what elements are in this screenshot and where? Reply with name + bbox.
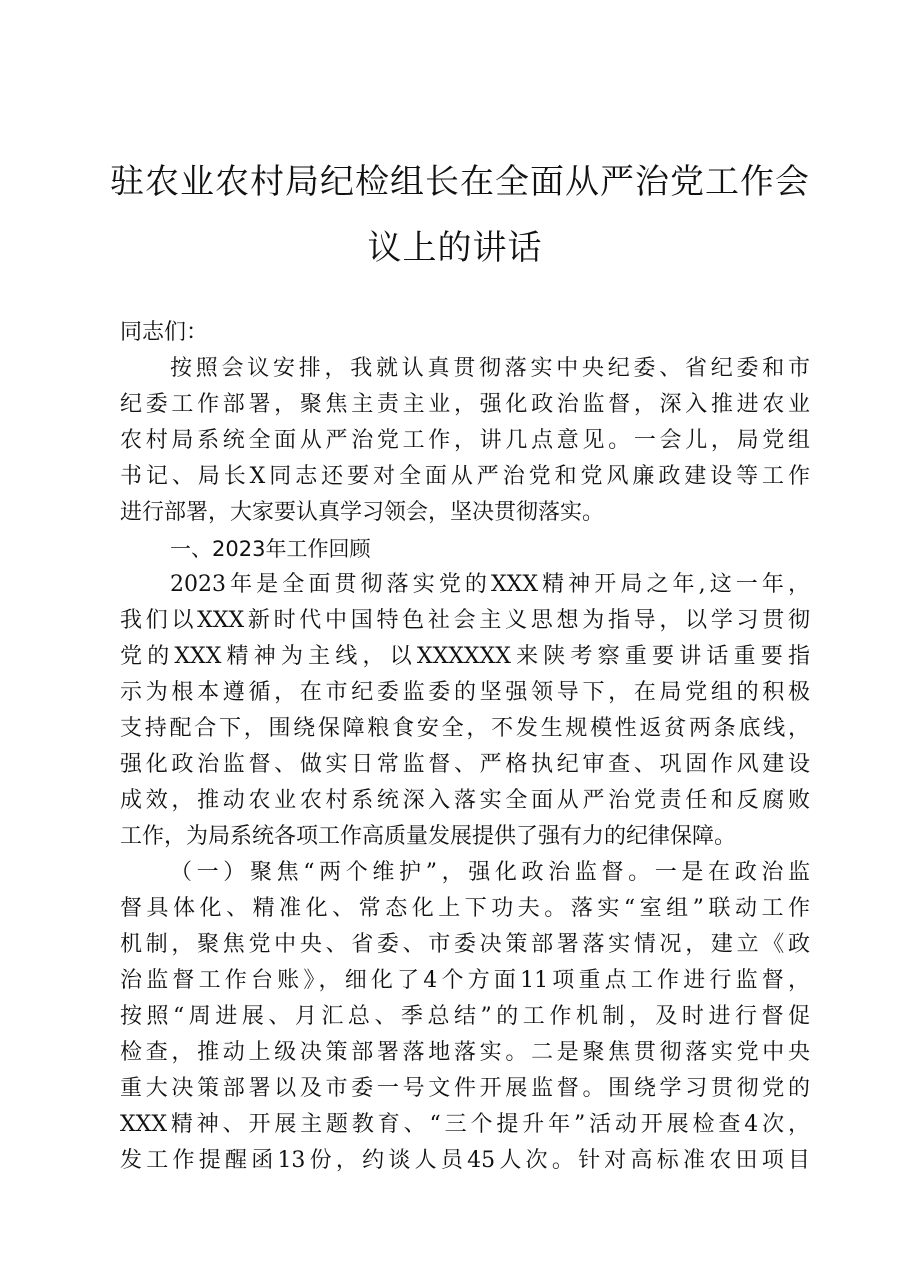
paragraph-line: 强化政治监督、做实日常监督、严格执纪审查、巩固作风建设 <box>120 752 810 777</box>
paragraph-line: XXX精神、开展主题教育、“三个提升年”活动开展检查4次， <box>120 1112 810 1137</box>
paragraph-line: 纪委工作部署，聚焦主责主业，强化政治监督，深入推进农业 <box>120 392 810 417</box>
paragraph-line: 书记、局长X同志还要对全面从严治党和党风廉政建设等工作 <box>120 464 810 489</box>
paragraph-line: 我们以XXX新时代中国特色社会主义思想为指导，以学习贯彻 <box>120 608 810 633</box>
document-title-line-2: 议上的讲话 <box>367 228 543 268</box>
paragraph-line: 工作，为局系统各项工作高质量发展提供了强有力的纪律保障。 <box>120 824 737 849</box>
paragraph-line: 农村局系统全面从严治党工作，讲几点意见。一会儿，局党组 <box>120 428 810 453</box>
paragraph-line: 治监督工作台账》，细化了4个方面11项重点工作进行监督， <box>120 968 810 993</box>
paragraph-line: 党的XXX精神为主线，以XXXXXX来陕考察重要讲话重要指 <box>120 644 810 669</box>
paragraph-line: 督具体化、精准化、常态化上下功夫。落实“室组”联动工作 <box>120 896 810 921</box>
paragraph-line: 按照会议安排，我就认真贯彻落实中央纪委、省纪委和市 <box>170 356 810 381</box>
paragraph-line: 2023年是全面贯彻落实党的XXX精神开局之年,这一年， <box>170 572 810 597</box>
paragraph-line: 机制，聚焦党中央、省委、市委决策部署落实情况，建立《政 <box>120 932 810 957</box>
section-heading: 一、2023年工作回顾 <box>170 537 371 561</box>
paragraph-line: 进行部署，大家要认真学习领会，坚决贯彻落实。 <box>120 500 605 525</box>
paragraph-line: 按照“周进展、月汇总、季总结”的工作机制，及时进行督促 <box>120 1004 810 1029</box>
paragraph-line: 成效，推动农业农村系统深入落实全面从严治党责任和反腐败 <box>120 788 810 813</box>
paragraph-line: （一）聚焦“两个维护”，强化政治监督。一是在政治监 <box>170 860 810 885</box>
document-title-line-1: 驻农业农村局纪检组长在全面从严治党工作会 <box>110 162 810 202</box>
paragraph-line: 支持配合下，围绕保障粮食安全，不发生规模性返贫两条底线， <box>120 716 810 741</box>
paragraph-line: 示为根本遵循，在市纪委监委的坚强领导下，在局党组的积极 <box>120 680 810 705</box>
paragraph-line: 发工作提醒函13份，约谈人员45人次。针对高标准农田项目 <box>120 1148 810 1173</box>
paragraph-line: 重大决策部署以及市委一号文件开展监督。围绕学习贯彻党的 <box>120 1076 810 1101</box>
salutation: 同志们： <box>120 320 209 345</box>
paragraph-line: 检查，推动上级决策部署落地落实。二是聚焦贯彻落实党中央 <box>120 1040 810 1065</box>
